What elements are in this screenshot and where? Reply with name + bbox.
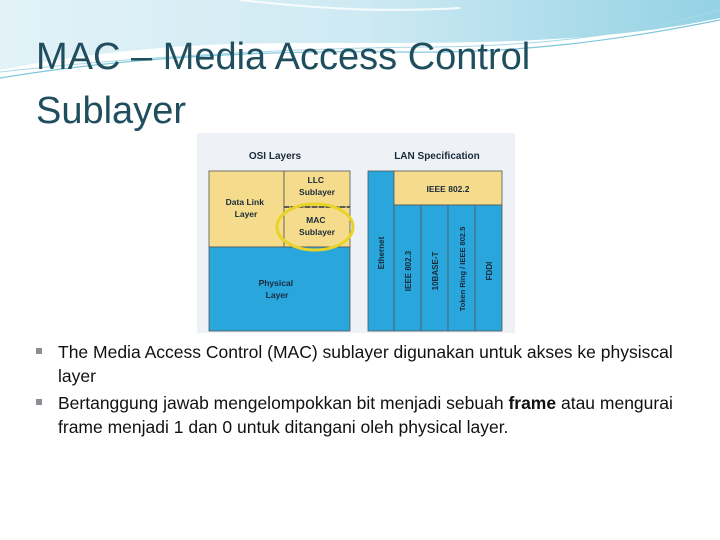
bullet-marker xyxy=(36,348,42,354)
mac-label-1: MAC xyxy=(306,215,326,225)
slide-title-line-2: Sublayer xyxy=(36,90,186,132)
ethernet-label: Ethernet xyxy=(377,236,386,270)
ieee-802-3-label: IEEE 802.3 xyxy=(404,250,413,292)
physical-label-2: Layer xyxy=(265,290,289,300)
mac-label-2: Sublayer xyxy=(299,227,335,237)
bullet-1-text: The Media Access Control (MAC) sublayer digunakan untuk akses ke physiscal layer xyxy=(58,342,673,386)
fddi-label: FDDI xyxy=(485,261,494,281)
osi-header: OSI Layers xyxy=(248,151,302,162)
data-link-label-1: Data Link xyxy=(225,197,264,207)
bullet-item xyxy=(36,391,696,439)
lan-header: LAN Specification xyxy=(394,151,480,162)
llc-label-1: LLC xyxy=(307,175,325,185)
slide-title xyxy=(36,30,676,138)
bullet-list xyxy=(36,340,696,442)
data-link-label-2: Layer xyxy=(234,209,258,219)
llc-label-2: Sublayer xyxy=(299,187,335,197)
bullet-2-emphasis-frame: frame xyxy=(508,393,557,413)
ieee-802-2-label: IEEE 802.2 xyxy=(426,184,470,194)
token-ring-label: Token Ring / IEEE 802.5 xyxy=(458,226,467,312)
slide-title-line-1: MAC – Media Access Control xyxy=(36,36,531,78)
bullet-2-text-part-1: Bertanggung jawab mengelompokkan bit menjadi sebuah xyxy=(58,393,509,413)
physical-label-1: Physical xyxy=(258,278,294,288)
bullet-marker xyxy=(36,399,42,405)
physical-block xyxy=(209,247,350,331)
10base-t-label: 10BASE-T xyxy=(431,251,440,291)
bullet-item xyxy=(36,340,696,388)
bullet-2-text-part-3: atau mengurai frame menjadi 1 dan 0 untuk ditangani oleh physical layer. xyxy=(58,393,673,437)
osi-lan-diagram xyxy=(197,133,515,333)
